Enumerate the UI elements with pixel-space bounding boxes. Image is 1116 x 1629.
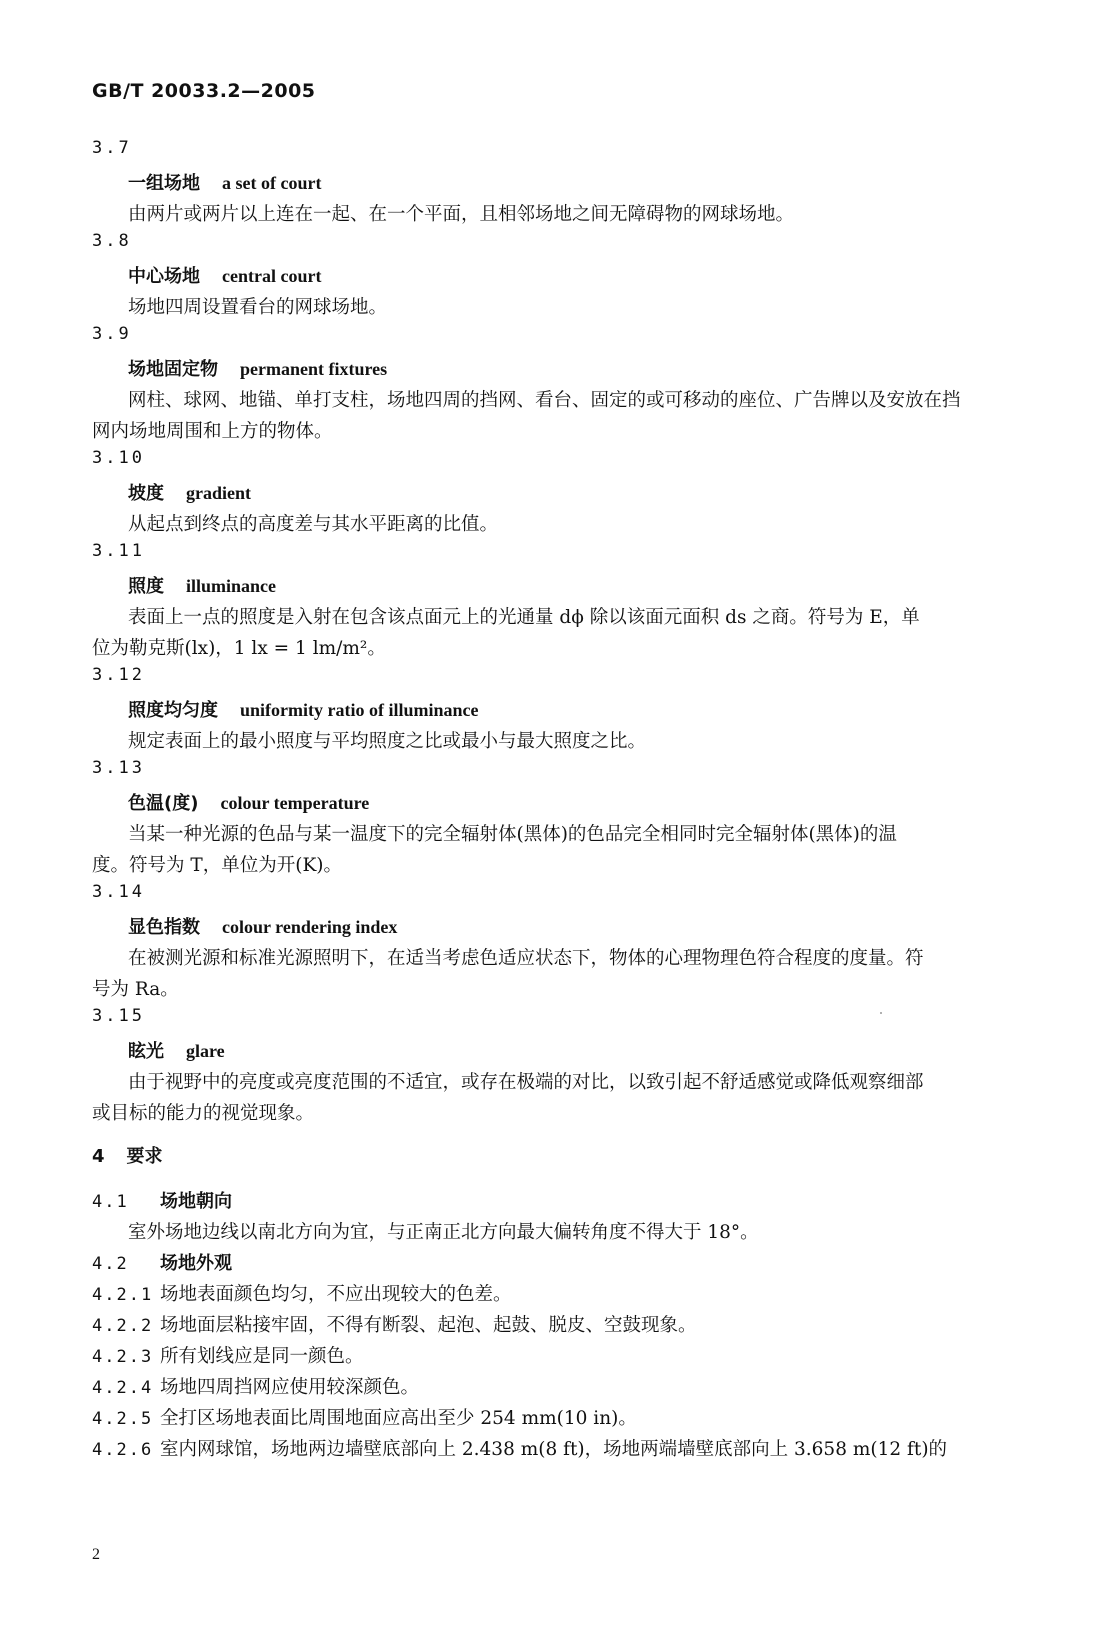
requirement-text: 场地表面颜色均匀，不应出现较大的色差。 — [160, 1284, 512, 1305]
term-heading — [128, 913, 397, 939]
requirement-item — [92, 1280, 512, 1306]
term-english: gradient — [186, 483, 251, 503]
term-chinese: 眩光 — [128, 1041, 164, 1062]
clause-number: 3.15 — [92, 1006, 145, 1026]
clause-number: 3.12 — [92, 665, 145, 685]
requirement-text: 所有划线应是同一颜色。 — [160, 1346, 364, 1367]
requirement-title: 场地外观 — [160, 1253, 232, 1274]
clause-number: 3.8 — [92, 231, 132, 251]
term-heading — [128, 355, 387, 381]
term-english: a set of court — [222, 173, 322, 193]
section-number: 4 — [92, 1146, 105, 1167]
standard-number-header: GB/T 20033.2—2005 — [92, 80, 316, 102]
definition-line: 度。符号为 T，单位为开(K)。 — [92, 855, 342, 876]
definition-line: 或目标的能力的视觉现象。 — [92, 1103, 315, 1124]
page-number: 2 — [92, 1546, 100, 1563]
term-heading — [128, 479, 251, 505]
definition-line: 表面上一点的照度是入射在包含该点面元上的光通量 dϕ 除以该面元面积 ds 之商。符号为 E，单 — [128, 607, 920, 628]
clause-number: 3.10 — [92, 448, 145, 468]
requirement-item — [92, 1435, 947, 1461]
term-heading — [128, 572, 276, 598]
requirement-title: 场地朝向 — [160, 1191, 232, 1212]
requirement-text: 场地面层粘接牢固，不得有断裂、起泡、起鼓、脱皮、空鼓现象。 — [160, 1315, 697, 1336]
requirement-item — [92, 1249, 232, 1275]
requirement-item — [92, 1187, 232, 1213]
requirement-text: 场地四周挡网应使用较深颜色。 — [160, 1377, 420, 1398]
scan-speck — [880, 1012, 882, 1014]
term-heading — [128, 169, 321, 195]
requirement-number: 4.2.2 — [92, 1316, 154, 1336]
term-heading — [128, 1037, 225, 1063]
definition-line: 由两片或两片以上连在一起、在一个平面，且相邻场地之间无障碍物的网球场地。 — [128, 204, 795, 225]
requirement-number: 4.1 — [92, 1192, 129, 1212]
requirement-item — [92, 1311, 697, 1337]
requirement-number: 4.2.1 — [92, 1285, 154, 1305]
clause-number: 3.14 — [92, 882, 145, 902]
term-chinese: 一组场地 — [128, 173, 200, 194]
requirement-number: 4.2.3 — [92, 1347, 154, 1367]
clause-number: 3.11 — [92, 541, 145, 561]
definition-line: 网柱、球网、地锚、单打支柱，场地四周的挡网、看台、固定的或可移动的座位、广告牌以及安放在挡 — [128, 390, 961, 411]
term-english: central court — [222, 266, 322, 286]
term-heading — [128, 262, 321, 288]
definition-line: 位为勒克斯(lx)，1 lx = 1 lm/m²。 — [92, 638, 386, 659]
term-english: permanent fixtures — [240, 359, 388, 379]
requirement-number: 4.2.6 — [92, 1440, 154, 1460]
term-heading — [128, 789, 369, 815]
requirement-number: 4.2.5 — [92, 1409, 154, 1429]
requirement-item — [92, 1404, 637, 1430]
requirement-item — [92, 1373, 419, 1399]
term-english: colour temperature — [220, 793, 370, 813]
term-chinese: 坡度 — [128, 483, 164, 504]
clause-number: 3.7 — [92, 138, 132, 158]
requirement-item — [92, 1342, 364, 1368]
definition-line: 当某一种光源的色品与某一温度下的完全辐射体(黑体)的色品完全相同时完全辐射体(黑体)的温 — [128, 824, 897, 845]
term-chinese: 照度 — [128, 576, 164, 597]
section-heading — [92, 1142, 163, 1168]
requirement-number: 4.2.4 — [92, 1378, 154, 1398]
clause-number: 3.9 — [92, 324, 132, 344]
term-chinese: 中心场地 — [128, 266, 200, 287]
requirement-number: 4.2 — [92, 1254, 129, 1274]
requirement-text: 全打区场地表面比周围地面应高出至少 254 mm(10 in)。 — [160, 1408, 637, 1429]
definition-line: 号为 Ra。 — [92, 979, 179, 1000]
definition-line: 由于视野中的亮度或亮度范围的不适宜，或存在极端的对比，以致引起不舒适感觉或降低观察细部 — [128, 1072, 924, 1093]
definition-line: 网内场地周围和上方的物体。 — [92, 421, 333, 442]
term-chinese: 场地固定物 — [128, 359, 218, 380]
definition-line: 在被测光源和标准光源照明下，在适当考虑色适应状态下，物体的心理物理色符合程度的度量。符 — [128, 948, 924, 969]
requirement-text: 室内网球馆，场地两边墙壁底部向上 2.438 m(8 ft)，场地两端墙壁底部向上 3.658 m(12 ft)的 — [160, 1439, 948, 1460]
section-title: 要求 — [126, 1146, 163, 1167]
term-english: colour rendering index — [222, 917, 398, 937]
term-english: glare — [186, 1041, 225, 1061]
definition-line: 从起点到终点的高度差与其水平距离的比值。 — [128, 514, 499, 535]
term-english: uniformity ratio of illuminance — [240, 700, 479, 720]
definition-line: 场地四周设置看台的网球场地。 — [128, 297, 388, 318]
term-chinese: 色温(度) — [128, 793, 199, 814]
term-heading — [128, 696, 478, 722]
clause-number: 3.13 — [92, 758, 145, 778]
term-chinese: 照度均匀度 — [128, 700, 218, 721]
term-chinese: 显色指数 — [128, 917, 200, 938]
requirement-text: 室外场地边线以南北方向为宜，与正南正北方向最大偏转角度不得大于 18°。 — [128, 1222, 759, 1243]
definition-line: 规定表面上的最小照度与平均照度之比或最小与最大照度之比。 — [128, 731, 647, 752]
term-english: illuminance — [186, 576, 277, 596]
